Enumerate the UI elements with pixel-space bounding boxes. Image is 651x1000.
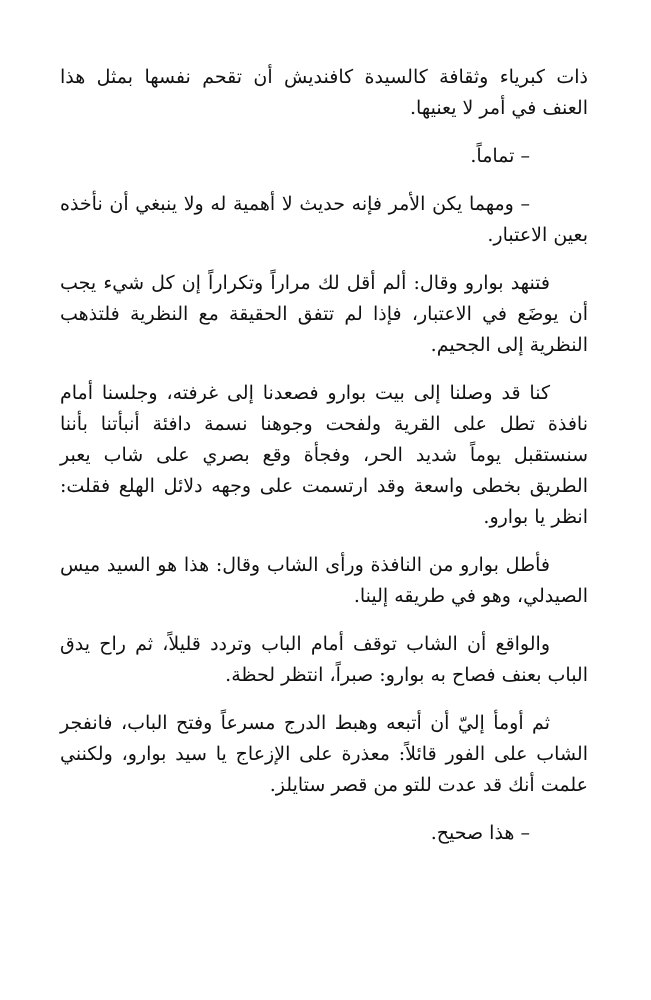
paragraph-2: – تماماً. <box>470 145 530 167</box>
paragraph-6: فأطل بوارو من النافذة ورأى الشاب وقال: هذا هو السيد ميس الصيدلي، وهو في طريقه إلينا. <box>60 554 588 607</box>
paragraph-1: ذات كبرياء وثقافة كالسيدة كافنديش أن تقحم نفسها بمثل هذا العنف في أمر لا يعنيها. <box>60 66 588 119</box>
paragraph-4: فتنهد بوارو وقال: ألم أقل لك مراراً وتكراراً إن كل شيء يجب أن يوضَع في الاعتبار، فإذا لم تتفق الحقيقة مع النظرية فلتذهب النظرية إلى الجحيم. <box>60 272 588 356</box>
paragraph-5: كنا قد وصلنا إلى بيت بوارو فصعدنا إلى غرفته، وجلسنا أمام نافذة تطل على القرية ولفحت وجوهنا نسمة دافئة أنبأتنا بأننا سنستقبل يوماً شديد الحر، وفجأة وقع بصري على شاب يعبر الطريق بخطى واسعة وقد ارتسمت على وجهه دلائل الهلع فقلت: انظر يا بوارو. <box>60 382 588 528</box>
paragraph-3: – ومهما يكن الأمر فإنه حديث لا أهمية له ولا ينبغي أن نأخذه بعين الاعتبار. <box>60 193 588 246</box>
paragraph-7: والواقع أن الشاب توقف أمام الباب وتردد قليلاً، ثم راح يدق الباب بعنف فصاح به بوارو: صبراً، انتظر لحظة. <box>60 633 588 686</box>
paragraph-8: ثم أومأ إليّ أن أتبعه وهبط الدرج مسرعاً وفتح الباب، فانفجر الشاب على الفور قائلاً: معذرة على الإزعاج يا سيد بوارو، ولكنني علمت أنك قد عدت للتو من قصر ستايلز. <box>60 712 588 796</box>
paragraph-9: – هذا صحيح. <box>430 822 530 844</box>
book-page <box>60 62 588 866</box>
